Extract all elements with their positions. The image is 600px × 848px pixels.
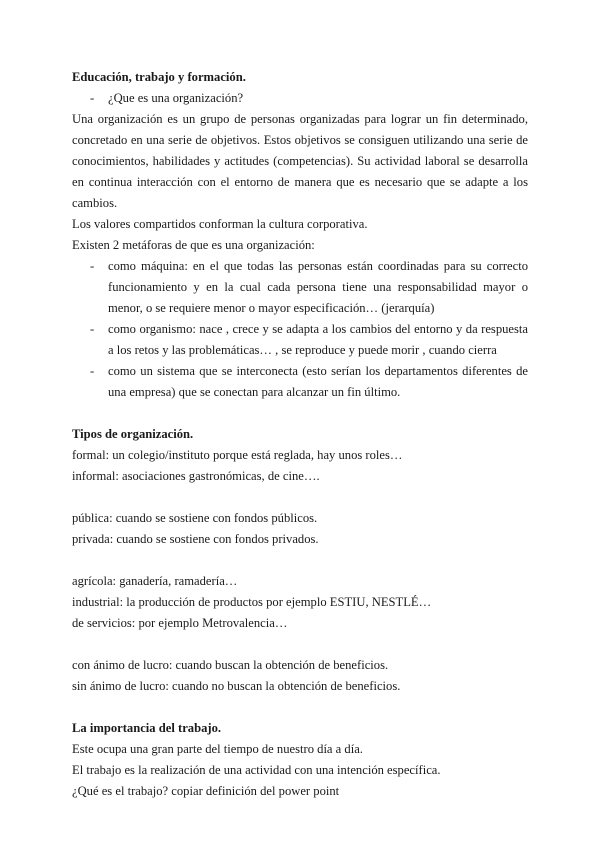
type-line: sin ánimo de lucro: cuando no buscan la obtención de beneficios. [72, 679, 401, 693]
spacer [72, 550, 528, 571]
metaphor-text: como un sistema que se interconecta (esto serían los departamentos diferentes de una empresa) que se conectan para alcanzar un fin último. [108, 364, 528, 399]
bullet-dash: - [90, 91, 95, 105]
spacer [72, 697, 528, 718]
work-line: ¿Qué es el trabajo? copiar definición del power point [72, 784, 340, 798]
metaphors-list [72, 256, 528, 403]
spacer [72, 634, 528, 655]
bullet-dash: - [90, 364, 95, 378]
type-line: formal: un colegio/instituto porque está reglada, hay unos roles… [72, 448, 403, 462]
type-line: de servicios: por ejemplo Metrovalencia… [72, 616, 288, 630]
metaphors-intro: Existen 2 metáforas de que es una organización: [72, 238, 315, 252]
section-title-trabajo: La importancia del trabajo. [72, 721, 222, 735]
work-line: El trabajo es la realización de una actividad con una intención específica. [72, 763, 441, 777]
question-list [72, 88, 528, 109]
list-item [72, 88, 528, 109]
metaphor-text: como organismo: nace , crece y se adapta a los cambios del entorno y da respuesta a los retos y las problemáticas… , se reproduce y puede morir , cuando cierra [108, 322, 528, 357]
list-item [72, 256, 528, 319]
organization-definition: Una organización es un grupo de personas organizadas para lograr un fin determinado, concretado en una serie de objetivos. Estos objetivos se consiguen utilizando una serie de conocimientos, habilidades y actitudes (competencias). Su actividad laboral se desarrolla en continua interacción con el entorno de manera que es necesario que se adapte a los cambios. [72, 112, 528, 210]
type-line: privada: cuando se sostiene con fondos privados. [72, 532, 319, 546]
values-line: Los valores compartidos conforman la cultura corporativa. [72, 217, 368, 231]
list-item [72, 361, 528, 403]
work-line: Este ocupa una gran parte del tiempo de nuestro día a día. [72, 742, 363, 756]
type-line: industrial: la producción de productos por ejemplo ESTIU, NESTLÉ… [72, 595, 432, 609]
type-line: agrícola: ganadería, ramadería… [72, 574, 238, 588]
section-title-tipos: Tipos de organización. [72, 427, 194, 441]
type-line: informal: asociaciones gastronómicas, de cine…. [72, 469, 320, 483]
spacer [72, 403, 528, 424]
spacer [72, 487, 528, 508]
question-text: ¿Que es una organización? [108, 91, 244, 105]
metaphor-text: como máquina: en el que todas las personas están coordinadas para su correcto funcionamiento y en la cual cada persona tiene una responsabilidad mayor o menor, o se requiere menor o mayor especificación… (jerarquía) [108, 259, 528, 315]
document-body [72, 67, 528, 802]
list-item [72, 319, 528, 361]
bullet-dash: - [90, 259, 95, 273]
section-title-educacion: Educación, trabajo y formación. [72, 70, 246, 84]
bullet-dash: - [90, 322, 95, 336]
type-line: con ánimo de lucro: cuando buscan la obtención de beneficios. [72, 658, 389, 672]
type-line: pública: cuando se sostiene con fondos públicos. [72, 511, 318, 525]
